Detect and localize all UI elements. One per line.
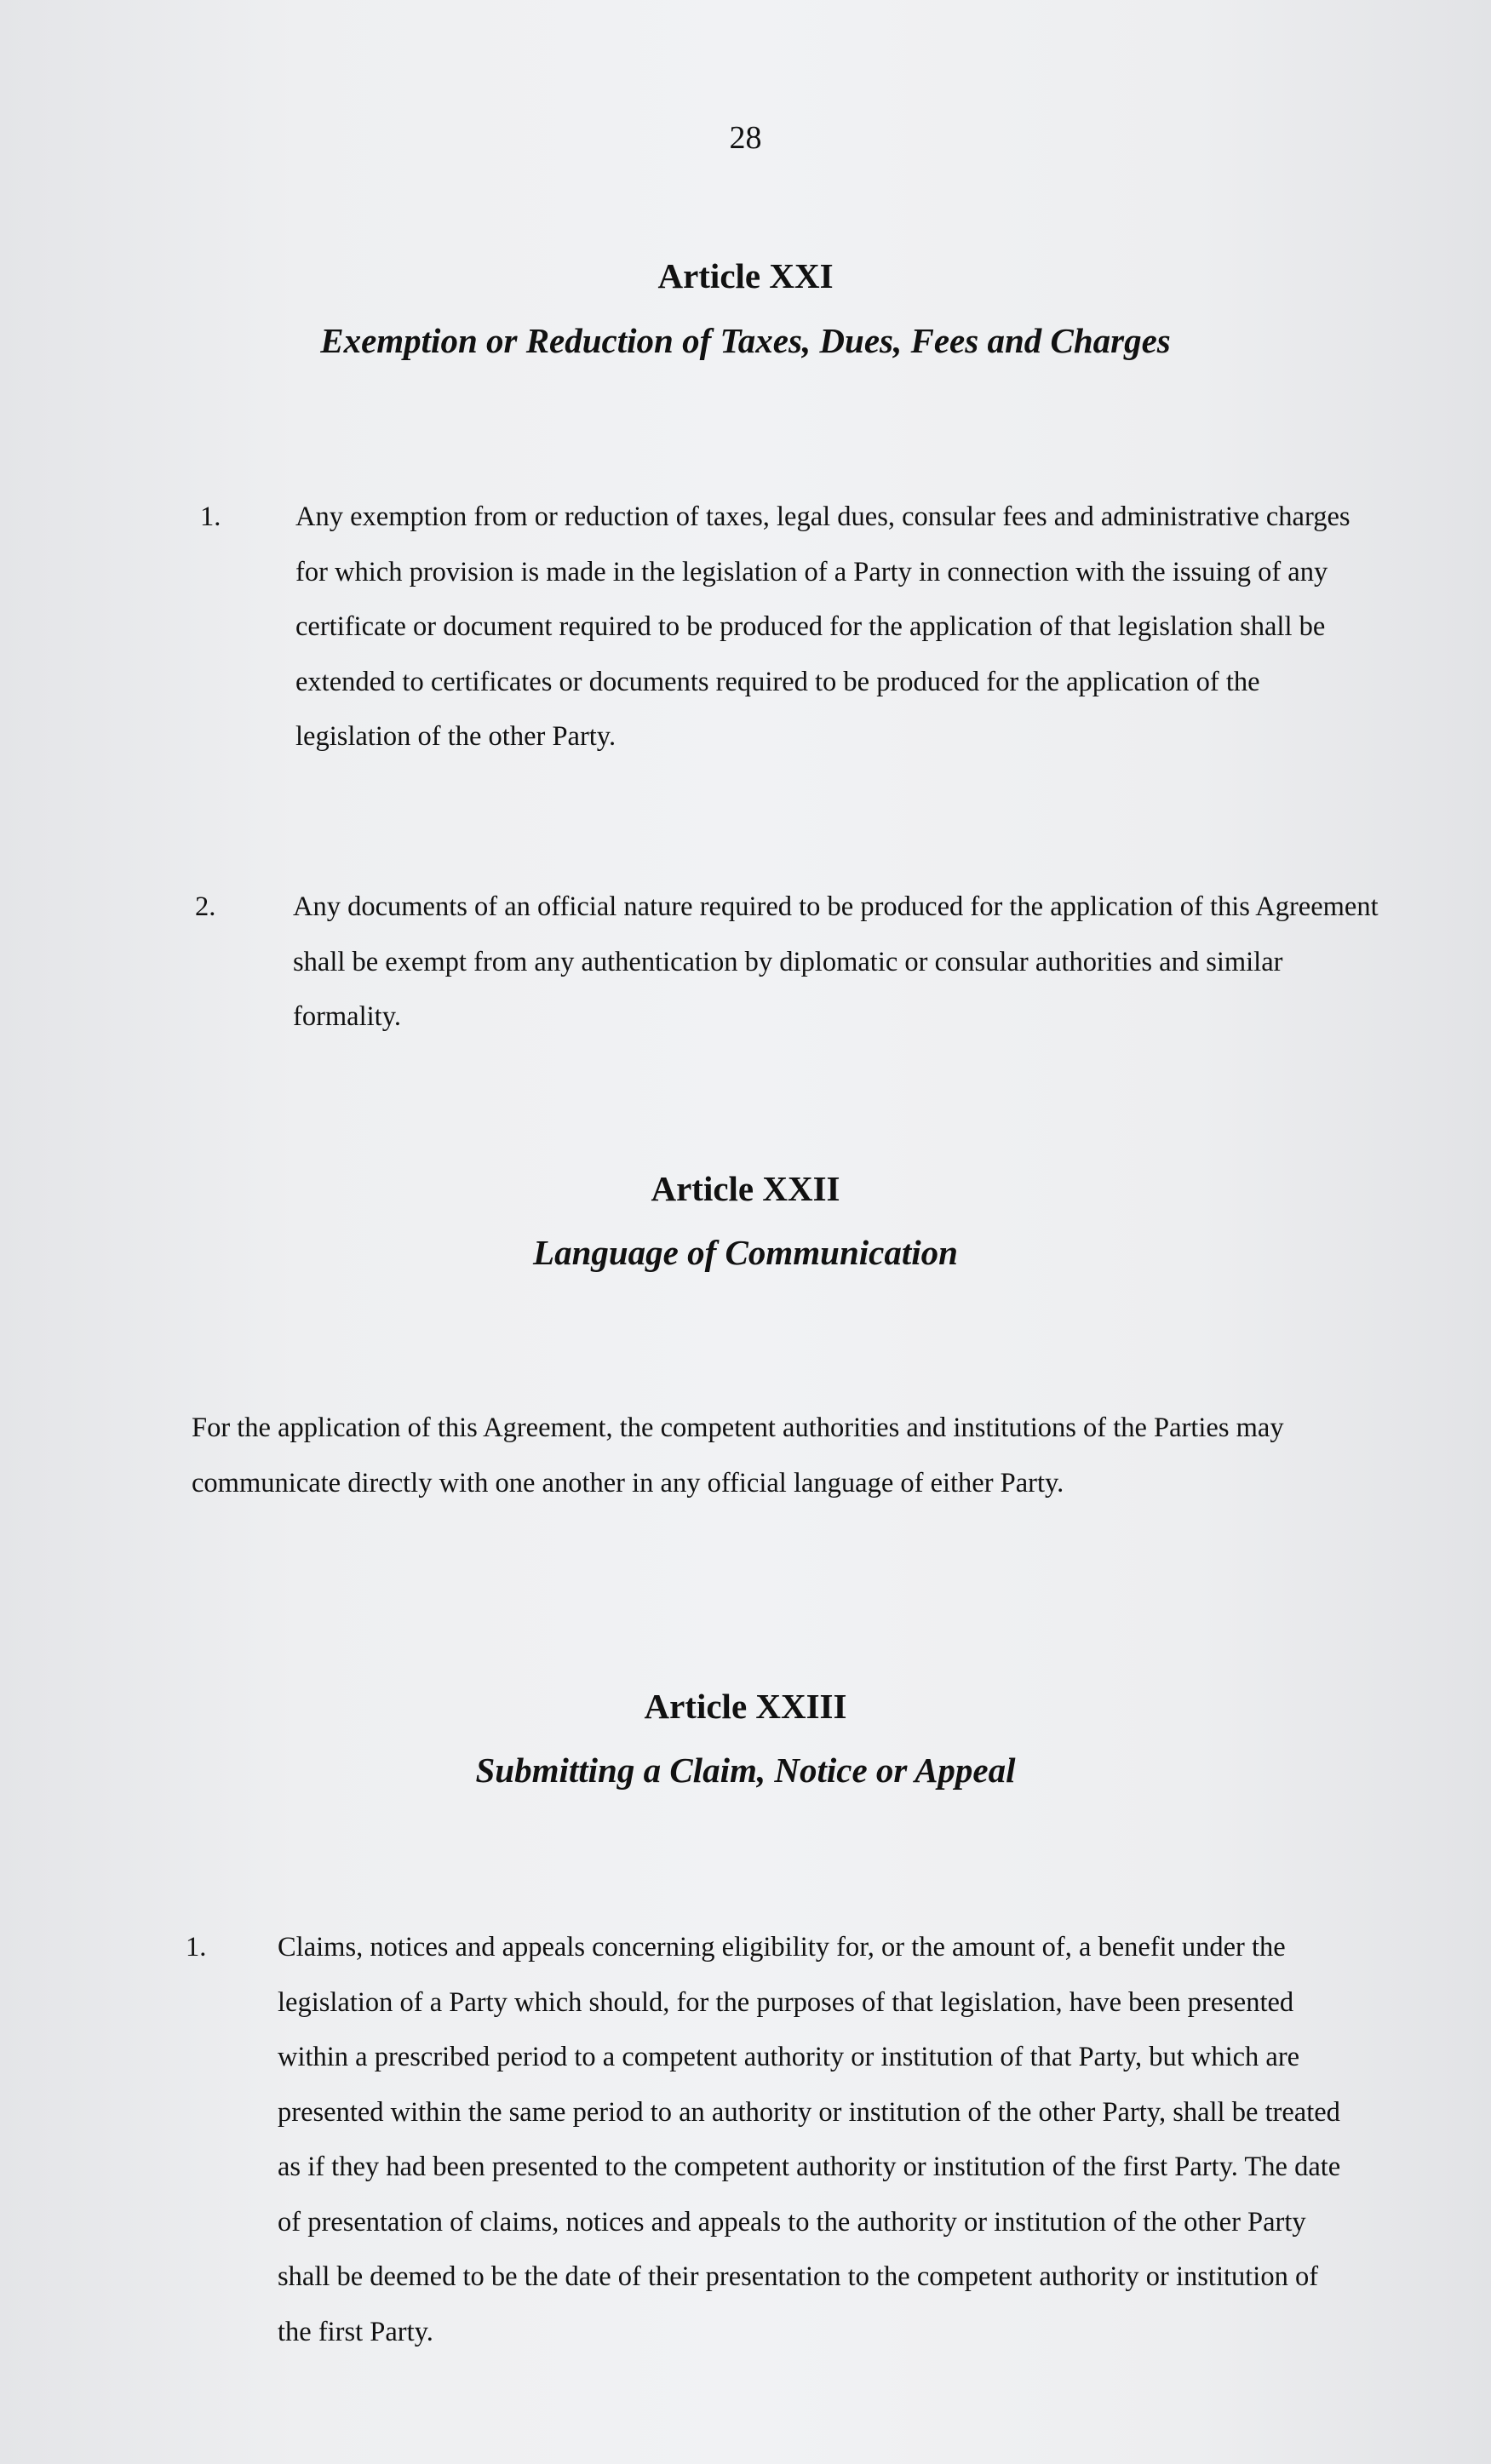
article-21-para-1-body: Any exemption from or reduction of taxes, legal dues, consular fees and administrative charges for which provision is made in the legislation of a Party in connection with the issuing of any certificate or document required to be produced for the application of that legislation shall be extended to certificates or documents required to be produced for the application of the legislation of the other Party. [295,501,1351,752]
article-22-body: For the application of this Agreement, the competent authorities and institutions of the Parties may communicate directly with one another in any official language of either Party. [192,1413,1284,1498]
article-21-para-2-body: Any documents of an official nature required to be produced for the application of this Agreement shall be exempt from any authentication by diplomatic or consular authorities and similar formality. [293,891,1379,1032]
article-22-subtitle: Language of Communication [533,1233,958,1272]
article-22-text [192,1401,1337,1510]
article-21-para-1-text [295,490,1381,765]
article-22-title: Article XXII [651,1169,840,1208]
article-23-para-1-body: Claims, notices and appeals concerning eligibility for, or the amount of, a benefit under the legislation of a Party which should, for the purposes of that legislation, have been presented within a prescribed period to a competent authority or institution of that Party, but which are presented within the same period to an authority or institution of the other Party, shall be treated as if they had been presented to the competent authority or institution of the first Party. The date of presentation of claims, notices and appeals to the authority or institution of the other Party shall be deemed to be the date of their presentation to the competent authority or institution of the first Party. [278,1932,1341,2347]
article-21-para-2-text [293,880,1379,1045]
article-23-subtitle: Submitting a Claim, Notice or Appeal [475,1751,1016,1790]
article-23-title: Article XXIII [644,1687,847,1726]
article-21-title: Article XXI [657,256,834,295]
article-21-para-2-number: 2. [195,891,216,922]
page-number: 28 [729,120,762,156]
article-21-para-1-number: 1. [200,501,221,532]
article-23-para-1-number: 1. [186,1932,207,1963]
article-23-para-1-text [278,1920,1352,2359]
article-21-subtitle: Exemption or Reduction of Taxes, Dues, Fees and Charges [320,321,1171,360]
